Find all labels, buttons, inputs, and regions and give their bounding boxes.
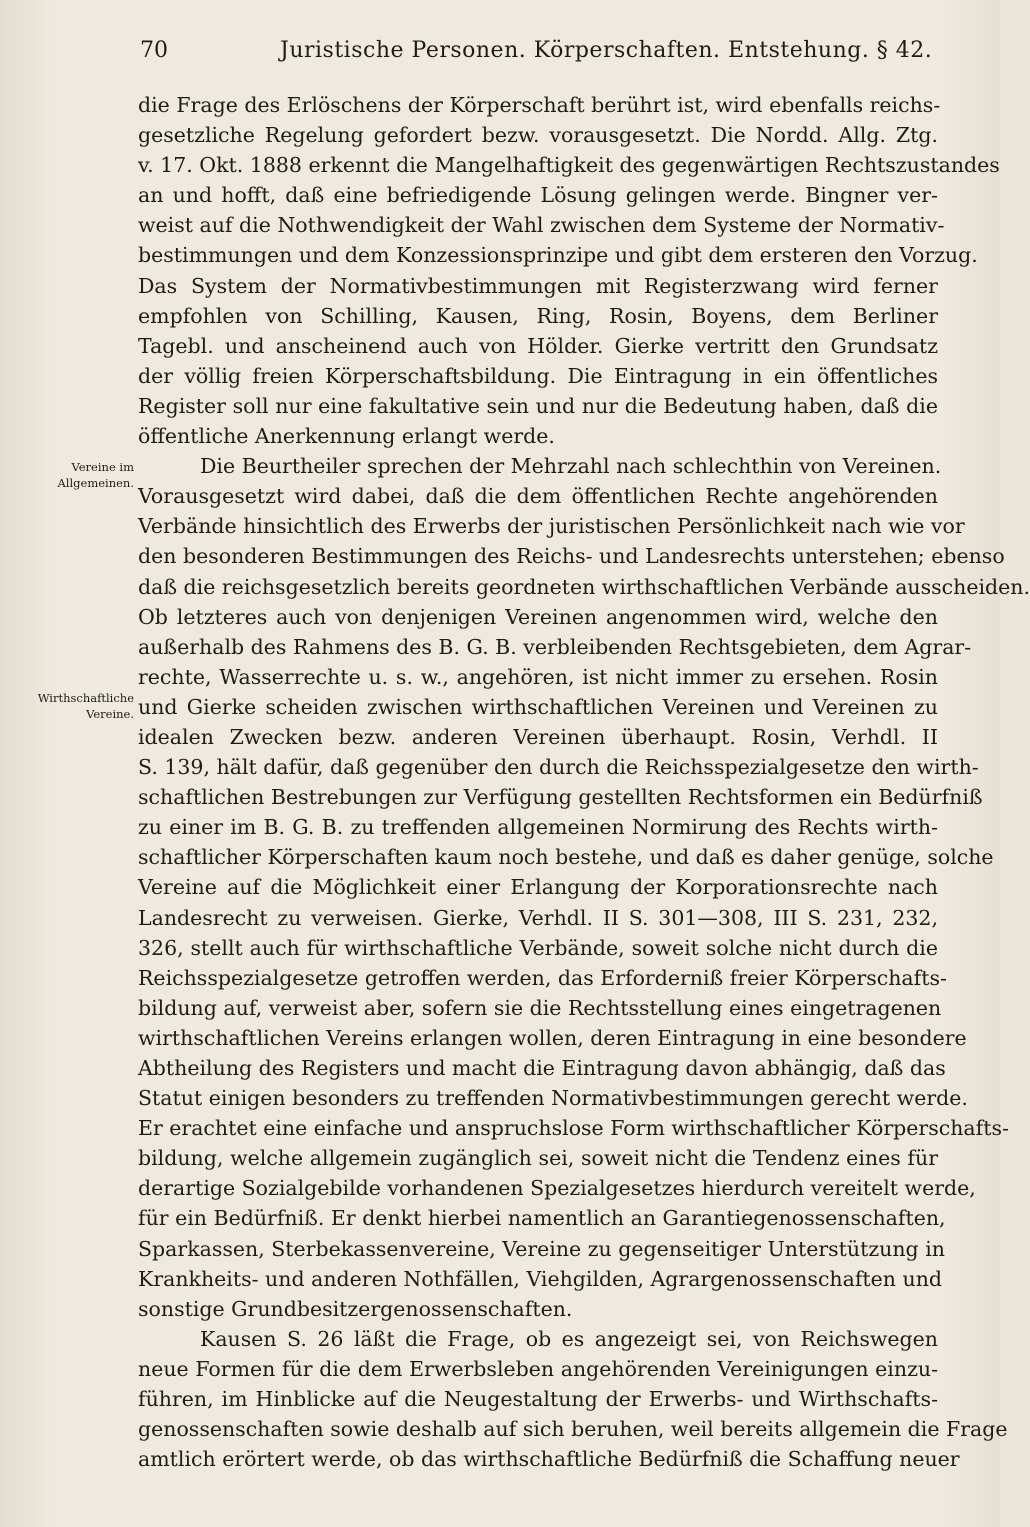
- text-line: Landesrecht zu verweisen. Gierke, Verhdl. II S. 301—308, III S. 231, 232,: [138, 905, 938, 930]
- text-line: führen, im Hinblicke auf die Neugestaltung der Erwerbs- und Wirthschafts-: [138, 1387, 938, 1412]
- text-line: der völlig freien Körperschaftsbildung. Die Eintragung in ein öffentliches: [138, 363, 938, 388]
- text-line: Verbände hinsichtlich des Erwerbs der juristischen Persönlichkeit nach wie vor: [138, 514, 965, 539]
- text-line: genossenschaften sowie deshalb auf sich beruhen, weil bereits allgemein die Frage: [138, 1417, 1008, 1442]
- text-line: Das System der Normativbestimmungen mit Registerzwang wird ferner: [138, 273, 938, 298]
- text-line: Sparkassen, Sterbekassenvereine, Vereine zu gegenseitiger Unterstützung in: [138, 1236, 945, 1261]
- text-line: empfohlen von Schilling, Kausen, Ring, Rosin, Boyens, dem Berliner: [138, 303, 938, 328]
- text-line: rechte, Wasserrechte u. s. w., angehören, ist nicht immer zu ersehen. Rosin: [138, 664, 938, 689]
- margin-note-wirthschaftliche-vereine: Wirthschaftliche Vereine.: [37, 691, 134, 721]
- text-line: Vorausgesetzt wird dabei, daß die dem öffentlichen Rechte angehörenden: [138, 484, 938, 509]
- text-line: und Gierke scheiden zwischen wirthschaftlichen Vereinen und Vereinen zu: [138, 694, 938, 719]
- text-line: amtlich erörtert werde, ob das wirthschaftliche Bedürfniß die Schaffung neuer: [138, 1447, 960, 1472]
- text-line: Ob letzteres auch von denjenigen Vereinen angenommen wird, welche den: [138, 604, 938, 629]
- text-line: die Frage des Erlöschens der Körperschaft berührt ist, wird ebenfalls reichs-: [138, 93, 941, 117]
- text-line: idealen Zwecken bezw. anderen Vereinen überhaupt. Rosin, Verhdl. II: [138, 724, 938, 749]
- text-line: gesetzliche Regelung gefordert bezw. vorausgesetzt. Die Nordd. Allg. Ztg.: [138, 123, 938, 148]
- body-text: [138, 90, 1030, 1474]
- text-line: Abtheilung des Registers und macht die Eintragung davon abhängig, daß das: [138, 1056, 946, 1080]
- text-line: bestimmungen und dem Konzessionsprinzipe und gibt dem ersteren den Vorzug.: [138, 243, 978, 268]
- text-line: schaftlicher Körperschaften kaum noch bestehe, und daß es daher genüge, solche: [138, 845, 994, 870]
- text-line: Er erachtet eine einfache und anspruchslose Form wirthschaftlicher Körperschafts-: [138, 1116, 1009, 1141]
- text-line: v. 17. Okt. 1888 erkennt die Mangelhaftigkeit des gegenwärtigen Rechtszustandes: [138, 153, 1000, 178]
- text-line: bildung, welche allgemein zugänglich sei, soweit nicht die Tendenz eines für: [138, 1146, 938, 1171]
- text-line: bildung auf, verweist aber, sofern sie die Rechtsstellung eines eingetragenen: [138, 995, 942, 1020]
- text-line: außerhalb des Rahmens des B. G. B. verbleibenden Rechtsgebieten, dem Agrar-: [138, 634, 972, 659]
- text-line: zu einer im B. G. B. zu treffenden allgemeinen Normirung des Rechts wirth-: [138, 815, 938, 840]
- text-line: den besonderen Bestimmungen des Reichs- und Landesrechts unterstehen; ebenso: [138, 544, 1005, 569]
- text-line: sonstige Grundbesitzergenossenschaften.: [138, 1296, 573, 1321]
- text-line: Krankheits- und anderen Nothfällen, Viehgilden, Agrargenossenschaften und: [138, 1266, 943, 1291]
- text-line: für ein Bedürfniß. Er denkt hierbei namentlich an Garantiegenossenschaften,: [138, 1206, 946, 1231]
- text-line: derartige Sozialgebilde vorhandenen Spezialgesetzes hierdurch vereitelt werde,: [138, 1176, 976, 1201]
- margin-note-vereine-im-allgemeinen: Vereine im Allgemeinen.: [57, 460, 134, 490]
- text-line: neue Formen für die dem Erwerbsleben angehörenden Vereinigungen einzu-: [138, 1356, 938, 1381]
- text-line: S. 139, hält dafür, daß gegenüber den durch die Reichsspezialgesetze den wirth-: [138, 755, 979, 780]
- text-line: Statut einigen besonders zu treffenden Normativbestimmungen gerecht werde.: [138, 1086, 968, 1111]
- text-line: öffentliche Anerkennung erlangt werde.: [138, 424, 555, 449]
- text-line: Tagebl. und anscheinend auch von Hölder. Gierke vertritt den Grundsatz: [138, 333, 938, 358]
- running-title: Juristische Personen. Körperschaften. Entstehung. § 42.: [280, 38, 933, 63]
- paragraph-start-line: Die Beurtheiler sprechen der Mehrzahl nach schlechthin von Vereinen.: [200, 454, 942, 479]
- text-line: wirthschaftlichen Vereins erlangen wollen, deren Eintragung in eine besondere: [138, 1025, 967, 1050]
- text-line: schaftlichen Bestrebungen zur Verfügung gestellten Rechtsformen ein Bedürfniß: [138, 785, 983, 810]
- page-number: 70: [140, 38, 168, 63]
- paragraph-start-line: Kausen S. 26 läßt die Frage, ob es angezeigt sei, von Reichswegen: [200, 1326, 938, 1351]
- text-line: Reichsspezialgesetze getroffen werden, das Erforderniß freier Körperschafts-: [138, 965, 947, 990]
- text-line: weist auf die Nothwendigkeit der Wahl zwischen dem Systeme der Normativ-: [138, 213, 945, 238]
- text-line: Vereine auf die Möglichkeit einer Erlangung der Korporationsrechte nach: [138, 875, 938, 900]
- text-line: 326, stellt auch für wirthschaftliche Verbände, soweit solche nicht durch die: [138, 935, 938, 960]
- text-line: an und hofft, daß eine befriedigende Lösung gelingen werde. Bingner ver-: [138, 183, 938, 208]
- running-head: [140, 38, 940, 78]
- text-line: Register soll nur eine fakultative sein und nur die Bedeutung haben, daß die: [138, 393, 938, 418]
- text-line: daß die reichsgesetzlich bereits geordneten wirthschaftlichen Verbände ausscheiden.: [138, 574, 1030, 599]
